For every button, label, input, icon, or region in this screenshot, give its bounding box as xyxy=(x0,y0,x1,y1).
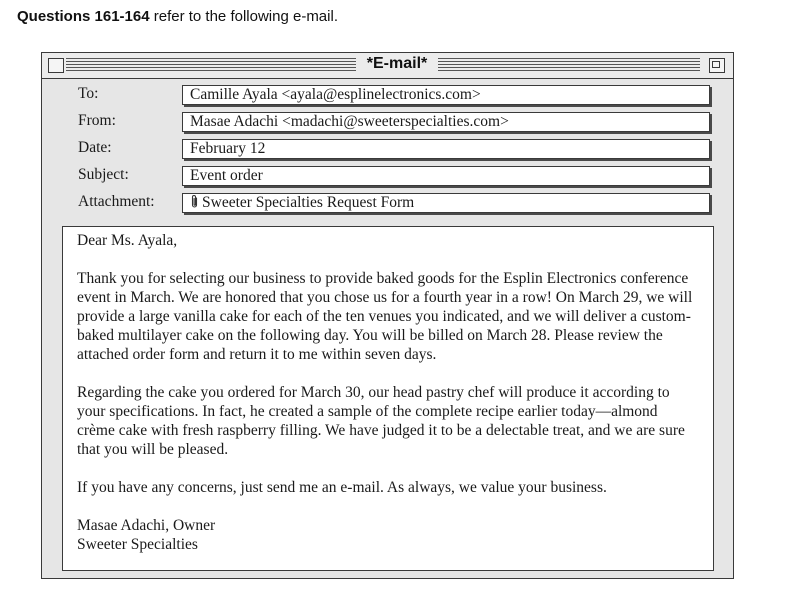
zoom-box-icon[interactable] xyxy=(709,58,725,73)
date-field[interactable]: February 12 xyxy=(182,139,710,159)
body-paragraph-1: Thank you for selecting our business to provide baked goods for the Esplin Electronics conference event in March. We are honored that you chose us for a fourth year in a row! On March 29, we will provide a large vanilla cake for each of the ten venues you indicated, and we will deliver a custom-baked multilayer cake on the following day. You will be billed on March 28. Please review the attached order form and return it to me within seven days. xyxy=(77,270,693,363)
date-label: Date: xyxy=(78,139,112,156)
signature-company: Sweeter Specialties xyxy=(77,536,198,553)
window-title: *E-mail* xyxy=(356,55,438,73)
from-field[interactable]: Masae Adachi <madachi@sweeterspecialties.com> xyxy=(182,112,710,132)
subject-field[interactable]: Event order xyxy=(182,166,710,186)
to-field[interactable]: Camille Ayala <ayala@esplinelectronics.com> xyxy=(182,85,710,105)
titlebar-stripes-right xyxy=(438,58,700,72)
attachment-label: Attachment: xyxy=(78,193,155,210)
body-paragraph-3: If you have any concerns, just send me an e-mail. As always, we value your business. xyxy=(77,479,607,496)
signature-name: Masae Adachi, Owner xyxy=(77,517,216,534)
question-text: refer to the following e-mail. xyxy=(153,8,338,25)
paperclip-icon xyxy=(190,194,199,213)
body-paragraph-2: Regarding the cake you ordered for March 30, our head pastry chef will produce it according to your specifications. In fact, he created a sample of the complete recipe earlier today—almond crème cake with fresh raspberry filling. We have judged it to be a delectable treat, and we are sure that you will be pleased. xyxy=(77,384,685,458)
question-range: Questions 161-164 xyxy=(17,8,150,25)
email-window xyxy=(41,52,734,579)
question-instruction xyxy=(17,8,338,25)
subject-label: Subject: xyxy=(78,166,129,183)
email-body xyxy=(62,226,714,571)
greeting: Dear Ms. Ayala, xyxy=(77,232,178,249)
from-label: From: xyxy=(78,112,116,129)
attachment-field[interactable] xyxy=(182,193,710,213)
window-titlebar[interactable] xyxy=(42,53,733,79)
to-label: To: xyxy=(78,85,99,102)
close-box-icon[interactable] xyxy=(48,58,64,73)
attachment-name: Sweeter Specialties Request Form xyxy=(202,194,415,211)
titlebar-stripes-left xyxy=(66,58,356,72)
